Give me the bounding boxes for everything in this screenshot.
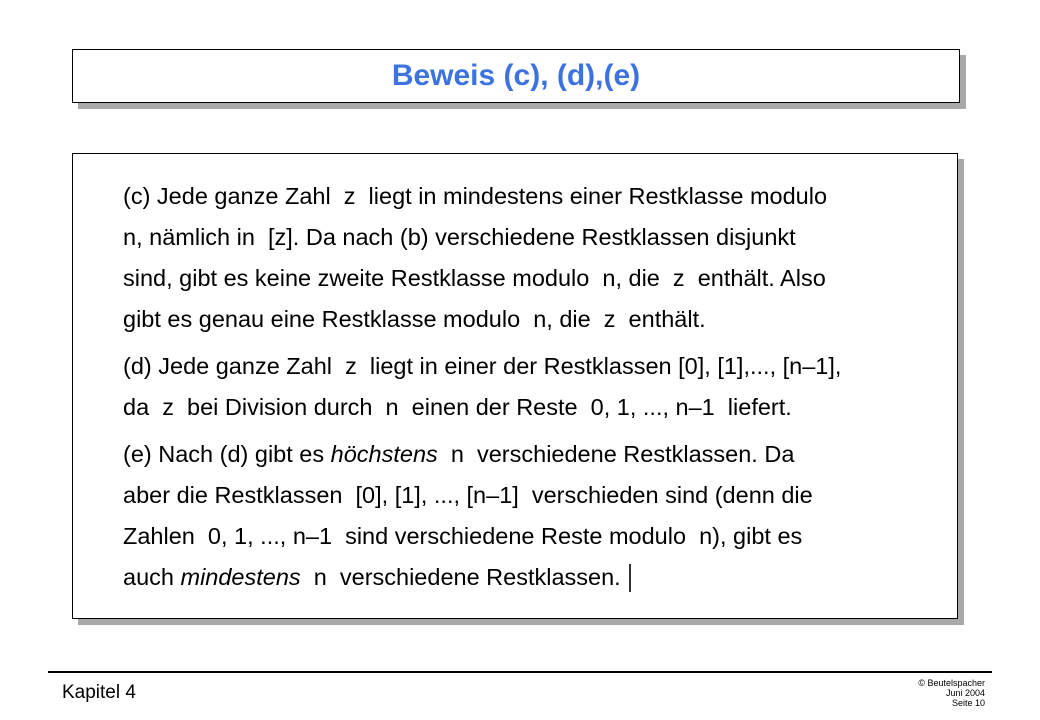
text-line	[123, 434, 937, 475]
page-number: Seite 10	[951, 698, 985, 708]
text-line	[123, 176, 937, 217]
chapter-label: Kapitel 4	[62, 682, 136, 703]
content-box	[72, 153, 958, 619]
text-segment: aber die Restklassen [0], [1], ..., [n–1] verschieden sind (denn die	[123, 482, 813, 508]
footer-info	[918, 678, 985, 708]
proof-text	[123, 176, 937, 599]
text-segment: auch	[123, 564, 181, 590]
text-line	[123, 217, 937, 258]
proof-paragraph	[123, 434, 937, 599]
text-segment: (e) Nach (d) gibt es	[123, 441, 331, 467]
text-segment: sind, gibt es keine zweite Restklasse modulo n, die z enthält. Also	[123, 265, 826, 291]
text-line	[123, 387, 937, 428]
title-box	[72, 49, 960, 103]
emphasized-text: höchstens	[330, 441, 438, 467]
proof-paragraph	[123, 346, 937, 428]
text-segment: (d) Jede ganze Zahl z liegt in einer der Restklassen [0], [1],..., [n–1],	[123, 353, 842, 379]
text-line	[123, 475, 937, 516]
text-line	[123, 258, 937, 299]
text-line	[123, 516, 937, 557]
text-line	[123, 346, 937, 387]
text-segment: gibt es genau eine Restklasse modulo n, die z enthält.	[123, 306, 706, 332]
text-segment: Zahlen 0, 1, ..., n–1 sind verschiedene Reste modulo n), gibt es	[123, 523, 803, 549]
text-segment: da z bei Division durch n einen der Reste 0, 1, ..., n–1 liefert.	[123, 394, 792, 420]
text-segment: n verschiedene Restklassen.	[300, 564, 621, 590]
text-segment: n verschiedene Restklassen. Da	[437, 441, 795, 467]
date-label: Juni 2004	[945, 688, 985, 698]
copyright-label: © Beutelspacher	[918, 678, 985, 688]
text-line	[123, 557, 937, 599]
footer-divider	[48, 671, 992, 673]
emphasized-text: mindestens	[180, 564, 301, 590]
proof-paragraph	[123, 176, 937, 340]
text-line	[123, 299, 937, 340]
text-segment: (c) Jede ganze Zahl z liegt in mindestens einer Restklasse modulo	[123, 183, 828, 209]
slide-title: Beweis (c), (d),(e)	[391, 59, 641, 92]
qed-box-icon	[629, 564, 631, 592]
text-segment: n, nämlich in [z]. Da nach (b) verschiedene Restklassen disjunkt	[123, 224, 796, 250]
